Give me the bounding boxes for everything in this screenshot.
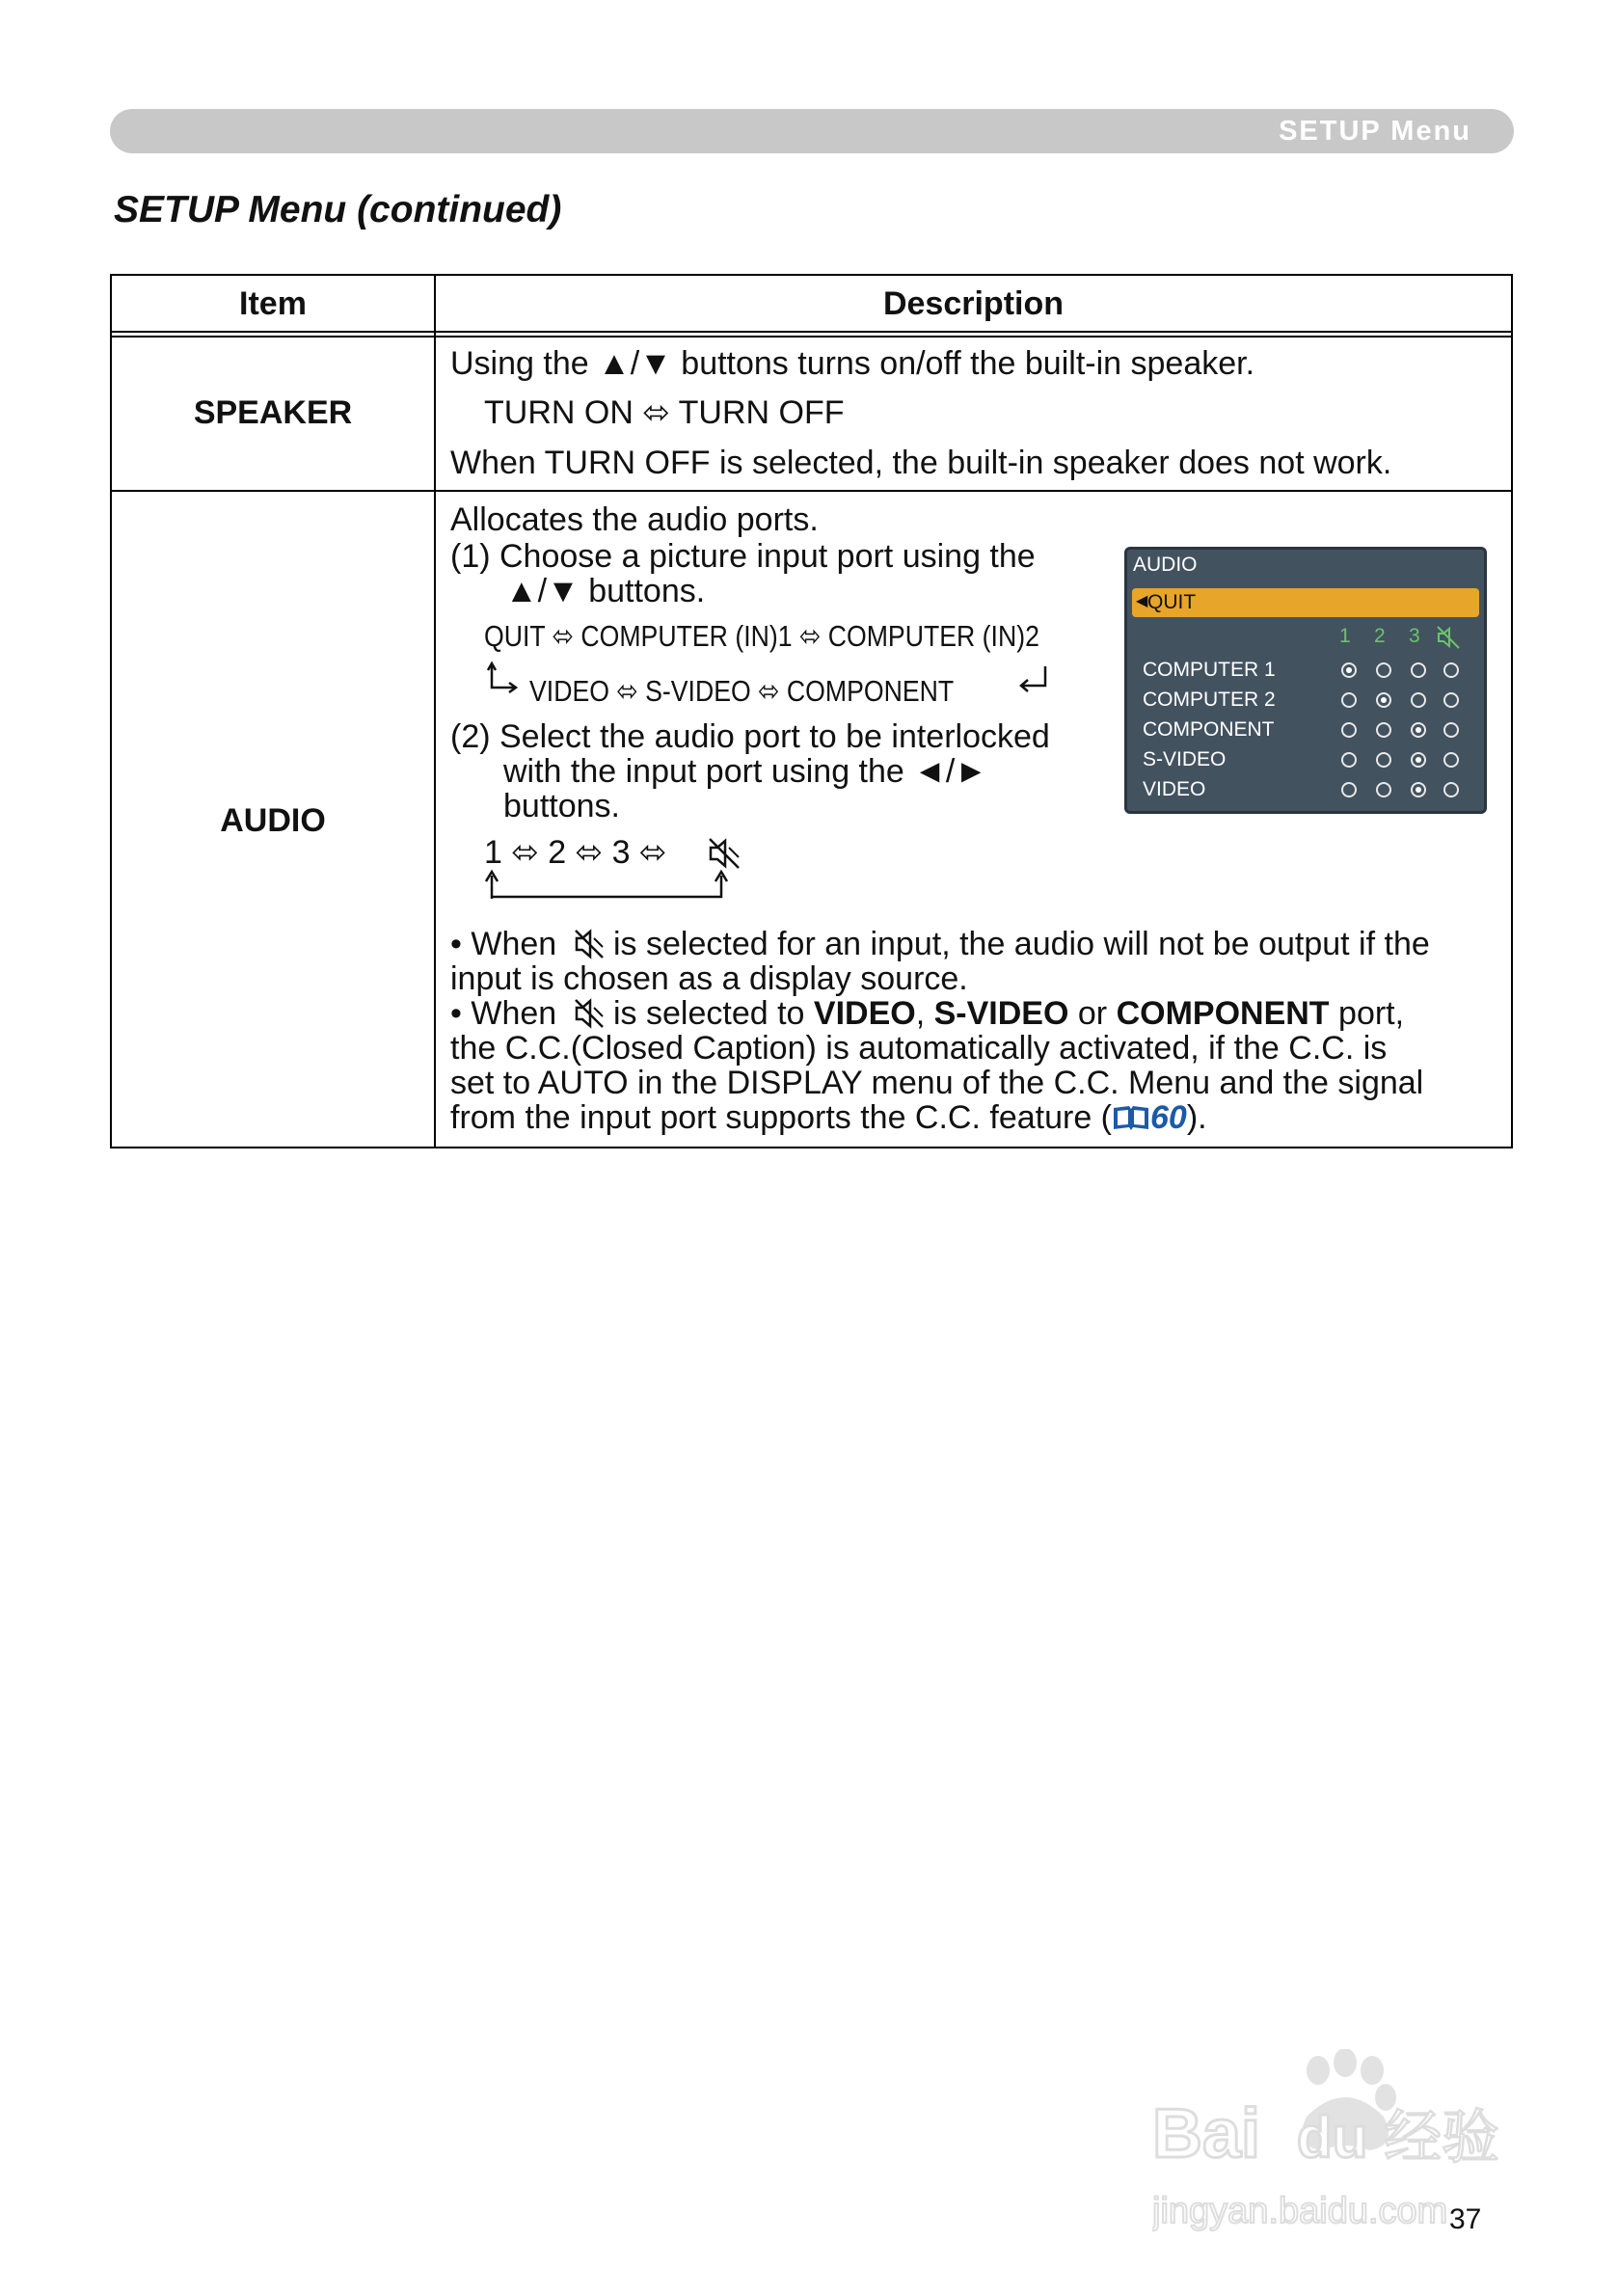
- svg-text:Bai: Bai: [1152, 2095, 1261, 2173]
- column-header-description: Description: [882, 285, 1065, 322]
- osd-radio-button[interactable]: [1411, 752, 1426, 768]
- osd-radio-button[interactable]: [1376, 752, 1391, 768]
- audio-osd-menu: [1124, 547, 1487, 814]
- note2-line1: [613, 997, 1404, 1030]
- osd-radio-button[interactable]: [1443, 752, 1459, 768]
- audio-step2-line2: with the input port using the ◄/►: [503, 753, 988, 790]
- svg-text:经验: 经验: [1384, 2104, 1499, 2172]
- section-label: SETUP Menu: [1279, 116, 1471, 147]
- input-cycle-line1: QUIT ⬄ COMPUTER (IN)1 ⬄ COMPUTER (IN)2: [484, 619, 1039, 653]
- osd-radio-button[interactable]: [1443, 662, 1459, 678]
- osd-column-2: 2: [1374, 625, 1386, 647]
- header-divider-2: [110, 336, 1513, 338]
- baidu-watermark-logo: [1152, 2049, 1538, 2242]
- osd-radio-button[interactable]: [1443, 722, 1459, 738]
- note2-comma: ,: [915, 995, 926, 1032]
- note2-video: VIDEO: [813, 995, 916, 1032]
- svg-text:jingyan.baidu.com: jingyan.baidu.com: [1152, 2191, 1448, 2231]
- note2-or: or: [1077, 995, 1108, 1032]
- note2-svideo: S-VIDEO: [933, 995, 1069, 1032]
- audio-port-cycle: 1 ⬄ 2 ⬄ 3 ⬄: [484, 834, 667, 871]
- page-reference-link[interactable]: 60: [1150, 1099, 1187, 1136]
- column-header-item: Item: [239, 285, 307, 322]
- audio-step2-line3: buttons.: [503, 788, 620, 824]
- mute-icon: [573, 997, 606, 1030]
- page-number: 37: [1449, 2203, 1482, 2235]
- svg-text:du: du: [1297, 2105, 1368, 2170]
- note1-text-cont: input is chosen as a display source.: [450, 960, 968, 997]
- audio-intro: Allocates the audio ports.: [450, 501, 819, 538]
- audio-step1-line1: (1) Choose a picture input port using the: [450, 538, 1036, 575]
- osd-column-1: 1: [1339, 625, 1351, 647]
- loop-end-arrow-icon: [1014, 662, 1053, 697]
- speaker-line-2: TURN ON ⬄ TURN OFF: [484, 394, 845, 431]
- osd-row-label: COMPUTER 2: [1143, 689, 1276, 711]
- header-divider-1: [110, 331, 1513, 333]
- osd-radio-button[interactable]: [1376, 662, 1391, 678]
- audio-step2-line1: (2) Select the audio port to be interlocked: [450, 718, 1050, 755]
- note1-text: is selected for an input, the audio will not be output if the: [613, 926, 1430, 962]
- item-audio: AUDIO: [220, 802, 326, 839]
- osd-radio-button[interactable]: [1376, 782, 1391, 797]
- osd-column-3: 3: [1409, 625, 1420, 647]
- osd-quit-item[interactable]: [1132, 588, 1479, 617]
- osd-radio-button[interactable]: [1341, 692, 1357, 708]
- osd-mute-column-icon: [1436, 625, 1461, 650]
- osd-radio-button[interactable]: [1341, 752, 1357, 768]
- input-cycle-line2: VIDEO ⬄ S-VIDEO ⬄ COMPONENT: [529, 674, 955, 708]
- osd-radio-button[interactable]: [1411, 692, 1426, 708]
- note2-line4: [450, 1101, 1207, 1134]
- osd-row-label: S-VIDEO: [1143, 748, 1227, 770]
- osd-radio-button[interactable]: [1443, 782, 1459, 797]
- note2-component: COMPONENT: [1116, 995, 1330, 1032]
- osd-radio-button[interactable]: [1443, 692, 1459, 708]
- audio-step1-line2: ▲/▼ buttons.: [505, 573, 706, 609]
- port-loop-arrow-icon: [482, 868, 742, 903]
- book-reference-icon: [1112, 1103, 1150, 1132]
- note2-text-post: ).: [1186, 1099, 1207, 1136]
- note2-line2: the C.C.(Closed Caption) is automatically activated, if the C.C. is: [450, 1030, 1388, 1067]
- osd-radio-button[interactable]: [1341, 662, 1357, 678]
- osd-row-label: VIDEO: [1143, 778, 1206, 800]
- osd-radio-button[interactable]: [1411, 782, 1426, 797]
- osd-radio-button[interactable]: [1376, 722, 1391, 738]
- item-speaker: SPEAKER: [193, 394, 353, 431]
- osd-row-label: COMPONENT: [1143, 718, 1275, 741]
- left-arrow-icon: ◀: [1136, 593, 1148, 609]
- page-title: SETUP Menu (continued): [114, 189, 562, 230]
- osd-quit-label: QUIT: [1147, 591, 1197, 613]
- speaker-line-3: When TURN OFF is selected, the built-in speaker does not work.: [450, 445, 1392, 481]
- osd-radio-button[interactable]: [1341, 722, 1357, 738]
- note2-text-pre: from the input port supports the C.C. feature (: [450, 1099, 1112, 1136]
- header-bar: [110, 109, 1514, 153]
- osd-radio-button[interactable]: [1376, 692, 1391, 708]
- watermark: [1152, 2049, 1538, 2247]
- note2-prefix: • When: [450, 995, 557, 1032]
- note2-line3: set to AUTO in the DISPLAY menu of the C.C. Menu and the signal: [450, 1065, 1424, 1101]
- note2-port: port,: [1338, 995, 1405, 1032]
- osd-radio-button[interactable]: [1341, 782, 1357, 797]
- speaker-line-1: Using the ▲/▼ buttons turns on/off the built-in speaker.: [450, 345, 1255, 382]
- note2-text: is selected to: [613, 995, 805, 1032]
- osd-radio-button[interactable]: [1411, 722, 1426, 738]
- osd-title: AUDIO: [1133, 554, 1198, 576]
- note1-prefix: • When: [450, 926, 557, 962]
- osd-radio-button[interactable]: [1411, 662, 1426, 678]
- mute-icon: [707, 836, 742, 871]
- osd-row-label: COMPUTER 1: [1143, 659, 1276, 681]
- loop-start-arrow-icon: [484, 661, 523, 699]
- row-divider: [110, 490, 1513, 492]
- mute-icon: [573, 928, 606, 960]
- column-divider: [434, 274, 436, 1148]
